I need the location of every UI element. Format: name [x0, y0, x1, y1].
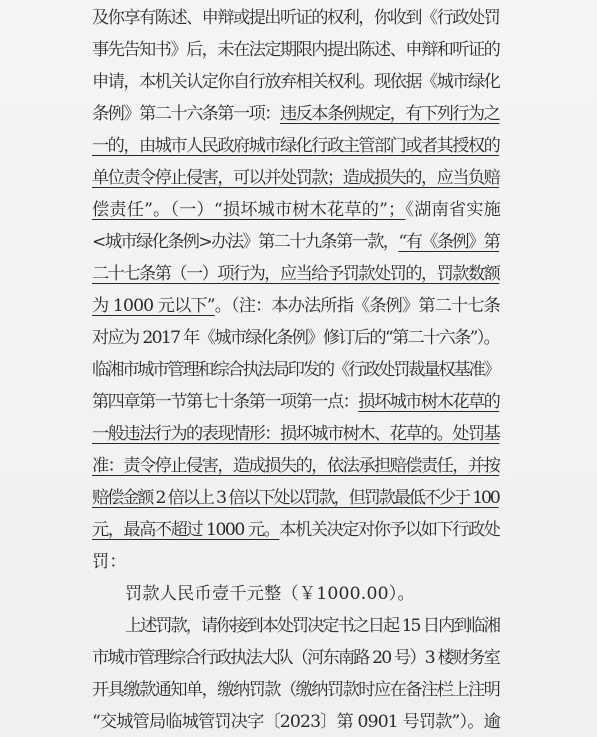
- text-line: [92, 390, 499, 414]
- text-segment: 对应为 2017 年《城市绿化条例》修订后的“第二十六条”）。: [92, 328, 500, 348]
- underlined-text: 一般违法行为的表现情形：损坏城市树木、花草的。处罚基: [92, 424, 500, 444]
- text-line: [92, 422, 499, 446]
- text-line: [92, 486, 499, 510]
- text-segment: 罚：: [92, 552, 127, 572]
- text-segment: 本机关决定对你予以如下行政处: [279, 520, 500, 540]
- underlined-text: 单位责令停止侵害，可以并处罚款；造成损失的，应当负赔: [92, 168, 500, 188]
- text-segment: 罚款人民币壹千元整（￥1000.00）。: [125, 584, 415, 604]
- text-line: [92, 678, 499, 702]
- text-line: [92, 646, 499, 670]
- text-segment: 申请，本机关认定你自行放弃相关权利。现依据《城市绿化: [92, 72, 500, 92]
- text-line: [92, 294, 500, 318]
- text-line: [92, 198, 501, 222]
- underlined-text: 为 1000 元以下”: [92, 296, 215, 316]
- text-segment: 《湖南省实施: [405, 200, 501, 220]
- text-line: [92, 70, 499, 94]
- text-line: [92, 102, 499, 126]
- text-line: [92, 710, 500, 734]
- text-segment: <城市绿化条例>办法》第二十九条第一款，: [92, 232, 399, 252]
- text-line: [92, 518, 499, 542]
- text-line: [92, 550, 127, 574]
- text-segment: 上述罚款，请你接到本处罚决定书之日起 15 日内到临湘: [125, 616, 499, 636]
- text-line: [92, 262, 499, 286]
- underlined-text: 一的，由城市人民政府城市绿化行政主管部门或者其授权的: [92, 136, 500, 156]
- text-line: [92, 326, 499, 350]
- text-line: [92, 134, 499, 158]
- underlined-text: 二十七条第（一）项行为，应当给予罚款处罚的，罚款数额: [92, 264, 500, 284]
- text-segment: 事先告知书》后，未在法定期限内提出陈述、申辩和听证的: [92, 40, 500, 60]
- underlined-text: 准：责令停止侵害，造成损失的，依法承担赔偿责任，并按: [92, 456, 500, 476]
- underlined-text: 元，最高不超过 1000 元。: [92, 520, 280, 540]
- underlined-text: 赔偿金额 2 倍以上 3 倍以下处以罚款，但罚款最低不少于 100: [92, 488, 499, 508]
- text-line: [92, 358, 499, 382]
- text-segment: 开具缴款通知单，缴纳罚款（缴纳罚款时应在备注栏上注明: [92, 680, 500, 700]
- text-segment: 及你享有陈述、申辩或提出听证的权利，你收到《行政处罚: [92, 8, 500, 28]
- text-segment: “交城管局临城管罚决字〔2023〕第 0901 号罚款”）。逾: [92, 712, 500, 732]
- underlined-text: “有《条例》第: [398, 232, 500, 252]
- text-line: [92, 454, 499, 478]
- text-line: [125, 614, 499, 638]
- underlined-text: 损坏城市树木花草的: [358, 392, 500, 412]
- underlined-text: 偿责任”。（一）“损坏城市树木花草的”；: [92, 200, 406, 220]
- text-segment: 第四章第一节第七十条第一项第一点：: [92, 392, 359, 412]
- underlined-text: 违反本条例规定，有下列行为之: [279, 104, 500, 124]
- text-segment: 。（注：本办法所指《条例》第二十七条: [214, 296, 500, 316]
- text-line: [125, 582, 415, 606]
- text-line: [92, 166, 499, 190]
- text-line: [92, 6, 499, 30]
- text-line: [92, 38, 499, 62]
- text-line: [92, 230, 499, 254]
- text-segment: 条例》第二十六条第一项：: [92, 104, 280, 124]
- text-segment: 临湘市城市管理和综合执法局印发的《行政处罚裁量权基准》: [92, 360, 499, 380]
- text-segment: 市城市管理综合行政执法大队（河东南路 20 号）3 楼财务室: [92, 648, 499, 668]
